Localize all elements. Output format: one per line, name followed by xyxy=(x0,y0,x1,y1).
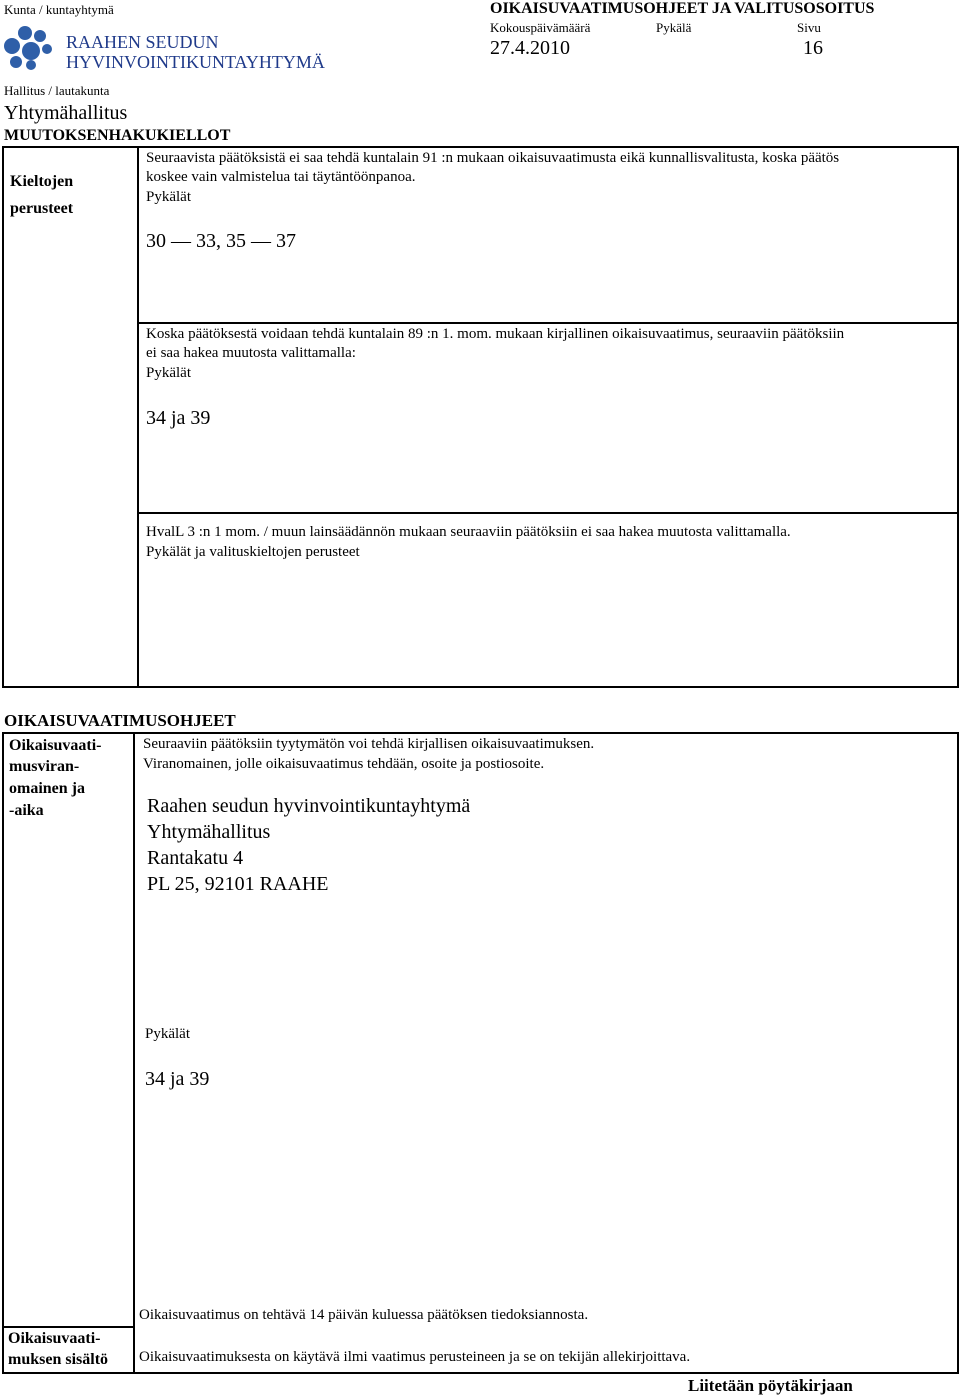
claims-sections: 34 ja 39 xyxy=(145,1068,210,1090)
claims-intro-line1: Seuraaviin päätöksiin tyytymätön voi tehdä kirjallisen oikaisuvaatimuksen. xyxy=(143,736,595,752)
claims-side-label-4: -aika xyxy=(9,802,44,819)
body-name: Yhtymähallitus xyxy=(4,102,128,124)
address-line2: Yhtymähallitus xyxy=(147,821,271,843)
bans-block2-sections: 34 ja 39 xyxy=(146,407,211,429)
address-line4: PL 25, 92101 RAAHE xyxy=(147,873,329,895)
meeting-date: 27.4.2010 xyxy=(490,37,570,59)
attachment-note: Liitetään pöytäkirjaan xyxy=(688,1376,853,1395)
page-label: Sivu xyxy=(797,20,821,35)
bans-block2-line2: ei saa hakea muutosta valittamalla: xyxy=(146,345,356,361)
content-label-2: muksen sisältö xyxy=(8,1351,109,1368)
bans-block3-line2: Pykälät ja valituskieltojen perusteet xyxy=(146,544,360,560)
bans-block1-line1: Seuraavista päätöksistä ei saa tehdä kuntalain 91 :n mukaan oikaisuvaatimusta eikä kunnallisvalitusta, koska päätös xyxy=(146,150,840,166)
claims-table xyxy=(2,732,959,1374)
org-type-label: Kunta / kuntayhtymä xyxy=(4,2,114,17)
meeting-date-label: Kokouspäivämäärä xyxy=(490,20,591,35)
claims-side-label-1: Oikaisuvaati- xyxy=(9,737,102,754)
claims-side-label-2: musviran- xyxy=(9,758,80,775)
org-name-line1: RAAHEN SEUDUN xyxy=(66,32,219,52)
claims-deadline-text: Oikaisuvaatimus on tehtävä 14 päivän kuluessa päätöksen tiedoksiannosta. xyxy=(139,1307,589,1323)
doc-title: OIKAISUVAATIMUSOHJEET JA VALITUSOSOITUS xyxy=(490,0,875,17)
claims-side-label-3: omainen ja xyxy=(9,780,85,797)
bans-side-label-2: perusteet xyxy=(10,200,74,217)
bans-block2-sections-label: Pykälät xyxy=(146,365,191,381)
claims-content-text: Oikaisuvaatimuksesta on käytävä ilmi vaatimus perusteineen ja se on tekijän allekirjoittava. xyxy=(139,1349,691,1365)
bans-block1-sections: 30 — 33, 35 — 37 xyxy=(146,230,296,252)
content-label-1: Oikaisuvaati- xyxy=(8,1330,101,1347)
org-name-line2: HYVINVOINTIKUNTAYHTYMÄ xyxy=(66,52,325,72)
address-line3: Rantakatu 4 xyxy=(147,847,244,869)
address-line1: Raahen seudun hyvinvointikuntayhtymä xyxy=(147,795,471,817)
section-label: Pykälä xyxy=(656,20,692,35)
body-type-label: Hallitus / lautakunta xyxy=(4,83,110,98)
bans-side-label-1: Kieltojen xyxy=(10,173,74,190)
bans-block1-sections-label: Pykälät xyxy=(146,189,191,205)
claims-heading: OIKAISUVAATIMUSOHJEET xyxy=(4,711,236,730)
bans-heading: MUUTOKSENHAKUKIELLOT xyxy=(4,127,231,144)
page-number: 16 xyxy=(803,37,823,59)
bans-block1-line2: koskee vain valmistelua tai täytäntöönpanoa. xyxy=(146,169,416,185)
bans-block2-line1: Koska päätöksestä voidaan tehdä kuntalain 89 :n 1. mom. mukaan kirjallinen oikaisuvaatimus, seuraaviin päätöksiin xyxy=(146,326,845,342)
claims-sections-label: Pykälät xyxy=(145,1026,190,1042)
claims-intro-line2: Viranomainen, jolle oikaisuvaatimus tehdään, osoite ja postiosoite. xyxy=(143,756,545,772)
organization-logo xyxy=(4,26,60,70)
bans-block3-line1: HvalL 3 :n 1 mom. / muun lainsäädännön mukaan seuraaviin päätöksiin ei saa hakea muutosta valittamalla. xyxy=(146,524,791,540)
